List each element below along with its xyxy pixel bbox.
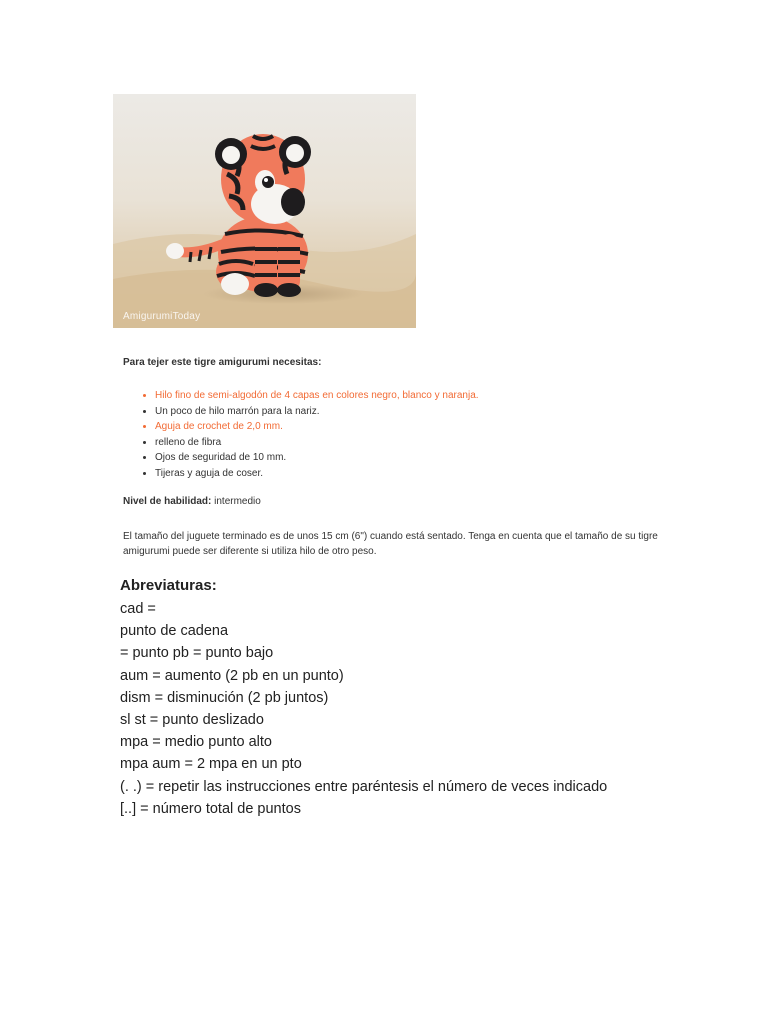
skill-level [123, 495, 683, 509]
abbreviation-line: mpa = medio punto alto [120, 734, 272, 751]
tiger-illustration [113, 94, 416, 328]
materials-heading: Para tejer este tigre amigurumi necesitas: [123, 357, 322, 368]
abbreviation-line: sl st = punto deslizado [120, 712, 264, 729]
skill-value: intermedio [211, 496, 261, 507]
abbreviation-line: mpa aum = 2 mpa en un pto [120, 756, 302, 773]
list-item[interactable]: • Aguja de crochet de 2,0 mm. [155, 419, 683, 435]
photo-watermark: AmigurumiToday [123, 311, 201, 322]
abbreviation-line: dism = disminución (2 pb juntos) [120, 689, 329, 706]
skill-label: Nivel de habilidad: [123, 496, 212, 507]
materials-list [123, 388, 683, 481]
abbreviation-line: (. .) = repetir las instrucciones entre paréntesis el número de veces indicado [120, 778, 608, 795]
list-item: • Un poco de hilo marrón para la nariz. [155, 404, 683, 420]
abbreviations-title: Abreviaturas: [120, 577, 217, 594]
size-note: El tamaño del juguete terminado es de unos 15 cm (6") cuando está sentado. Tenga en cuenta que el tamaño de su tigre amigurumi puede ser diferente si utiliza hilo de otro peso. [123, 531, 658, 557]
list-item[interactable]: • Hilo fino de semi-algodón de 4 capas en colores negro, blanco y naranja. [155, 388, 683, 404]
abbreviation-line: [..] = número total de puntos [120, 800, 301, 817]
list-item: • Tijeras y aguja de coser. [155, 466, 683, 482]
list-item: • Ojos de seguridad de 10 mm. [155, 450, 683, 466]
list-item: • relleno de fibra [155, 435, 683, 451]
abbreviation-line: punto de cadena [120, 623, 229, 640]
abbreviation-line: aum = aumento (2 pb en un punto) [120, 667, 344, 684]
abbreviation-line: cad = [120, 601, 156, 617]
intro-section [123, 356, 683, 559]
abbreviation-line: = punto pb = punto bajo [120, 645, 274, 662]
abbreviations-section [120, 577, 720, 820]
tiger-amigurumi-photo [113, 94, 416, 328]
